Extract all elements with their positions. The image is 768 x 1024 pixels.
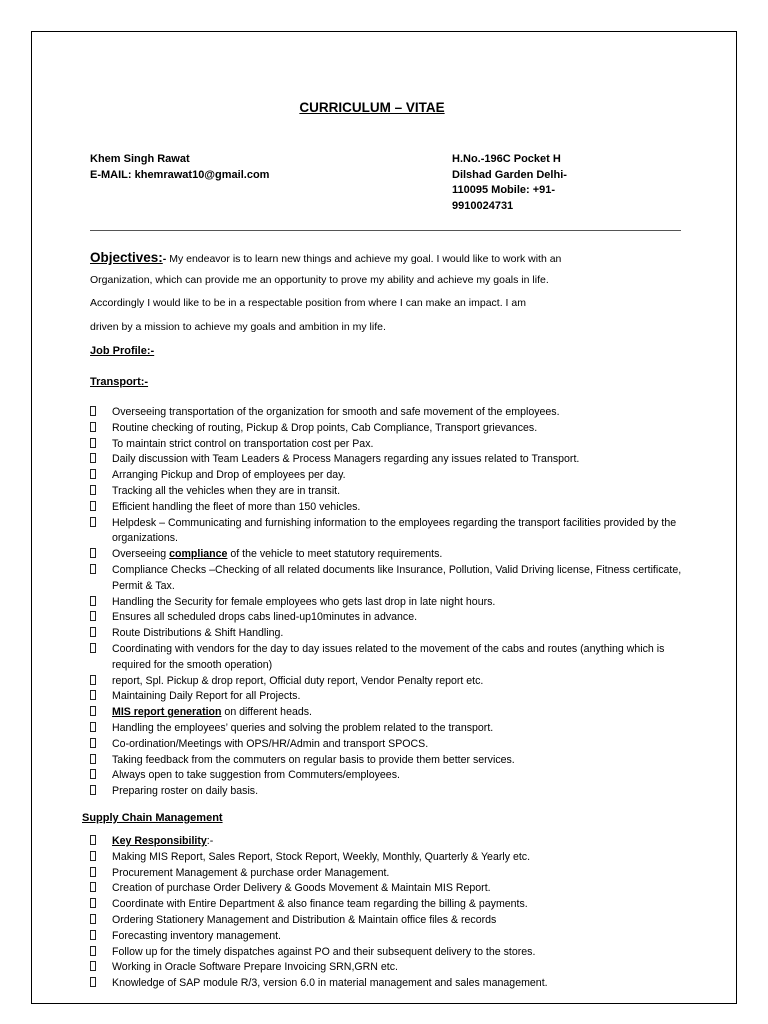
bullet-icon xyxy=(90,834,112,850)
list-item-text: Tracking all the vehicles when they are in transit. xyxy=(112,484,341,497)
document-title: CURRICULUM – VITAE xyxy=(299,100,445,115)
list-item-text: Ordering Stationery Management and Distribution & Maintain office files & records xyxy=(112,913,497,926)
bullet-icon xyxy=(90,866,112,882)
objective-line: Objectives:- My endeavor is to learn new things and achieve my goal. I would like to work with an xyxy=(90,250,562,265)
bullet-icon xyxy=(90,516,112,548)
list-item xyxy=(90,881,690,897)
list-item-text: Helpdesk – Communicating and furnishing information to the employees regarding the transport facilities provided by the organizations. xyxy=(112,516,677,545)
emphasis: Key Responsibility xyxy=(112,835,207,847)
supply-chain-list xyxy=(90,834,690,992)
list-item-text: Knowledge of SAP module R/3, version 6.0 in material management and sales management. xyxy=(112,977,548,990)
list-item xyxy=(90,642,690,674)
list-item-text: Route Distributions & Shift Handling. xyxy=(112,627,284,640)
list-item-text: Forecasting inventory management. xyxy=(112,929,281,942)
resume-page xyxy=(31,31,737,1004)
objective-line: driven by a mission to achieve my goals and ambition in my life. xyxy=(90,320,386,333)
bullet-icon xyxy=(90,913,112,929)
list-item-text: Compliance Checks –Checking of all related documents like Insurance, Pollution, Valid Driving license, Fitness certificate, Permit & Tax. xyxy=(112,563,682,592)
list-item-text: Always open to take suggestion from Commuters/employees. xyxy=(112,769,400,782)
list-item xyxy=(90,421,690,437)
list-item xyxy=(90,850,690,866)
list-item-text: Follow up for the timely dispatches against PO and their subsequent delivery to the stores. xyxy=(112,945,536,958)
list-item-text: MIS report generation on different heads. xyxy=(112,706,312,719)
list-item xyxy=(90,484,690,500)
list-item-text: Daily discussion with Team Leaders & Process Managers regarding any issues related to Transport. xyxy=(112,453,580,466)
list-item xyxy=(90,945,690,961)
list-item xyxy=(90,705,690,721)
bullet-icon xyxy=(90,721,112,737)
list-item-text: Key Responsibility:- xyxy=(112,835,214,847)
list-item xyxy=(90,689,690,705)
address-block xyxy=(452,152,576,214)
bullet-icon xyxy=(90,595,112,611)
supply-chain-heading: Supply Chain Management xyxy=(82,812,223,824)
list-item-text: Co-ordination/Meetings with OPS/HR/Admin and transport SPOCS. xyxy=(112,737,429,750)
address-line: Dilshad Garden Delhi- xyxy=(452,168,567,181)
list-item xyxy=(90,437,690,453)
list-item-text: Efficient handling the fleet of more than 150 vehicles. xyxy=(112,500,361,513)
email: E-MAIL: khemrawat10@gmail.com xyxy=(90,168,270,181)
bullet-icon xyxy=(90,737,112,753)
list-item xyxy=(90,960,690,976)
bullet-icon xyxy=(90,405,112,421)
bullet-icon xyxy=(90,689,112,705)
list-item xyxy=(90,834,690,850)
list-item xyxy=(90,753,690,769)
bullet-icon xyxy=(90,610,112,626)
bullet-icon xyxy=(90,437,112,453)
bullet-icon xyxy=(90,897,112,913)
list-item-text: Routine checking of routing, Pickup & Drop points, Cab Compliance, Transport grievances. xyxy=(112,421,538,434)
list-item xyxy=(90,468,690,484)
address-line: 110095 Mobile: +91- xyxy=(452,184,556,196)
objective-line: Organization, which can provide me an opportunity to prove my ability and achieve my goals in life. xyxy=(90,274,549,287)
list-item-text: Creation of purchase Order Delivery & Goods Movement & Maintain MIS Report. xyxy=(112,882,491,895)
list-item xyxy=(90,913,690,929)
list-item xyxy=(90,563,690,595)
list-item xyxy=(90,768,690,784)
list-item xyxy=(90,866,690,882)
objective-section xyxy=(90,246,690,339)
list-item xyxy=(90,626,690,642)
bullet-icon xyxy=(90,976,112,992)
bullet-icon xyxy=(90,421,112,437)
list-item-text: Handling the Security for female employees who gets last drop in late night hours. xyxy=(112,595,496,608)
bullet-icon xyxy=(90,452,112,468)
list-item-text: Taking feedback from the commuters on regular basis to provide them better services. xyxy=(112,753,515,766)
bullet-icon xyxy=(90,642,112,674)
list-item xyxy=(90,547,690,563)
bullet-icon xyxy=(90,484,112,500)
list-item-text: Making MIS Report, Sales Report, Stock Report, Weekly, Monthly, Quarterly & Yearly etc. xyxy=(112,850,531,863)
bullet-icon xyxy=(90,674,112,690)
list-item xyxy=(90,721,690,737)
list-item-text: Ensures all scheduled drops cabs lined-up10minutes in advance. xyxy=(112,611,418,624)
bullet-icon xyxy=(90,753,112,769)
list-item-text: Procurement Management & purchase order Management. xyxy=(112,866,390,879)
transport-list xyxy=(90,405,690,800)
address-line: 9910024731 xyxy=(452,199,514,212)
address-line: H.No.-196C Pocket H xyxy=(452,153,561,165)
list-item-text: Overseeing compliance of the vehicle to meet statutory requirements. xyxy=(112,548,443,561)
list-item xyxy=(90,516,690,548)
list-item xyxy=(90,784,690,800)
bullet-icon xyxy=(90,929,112,945)
bullet-icon xyxy=(90,500,112,516)
list-item xyxy=(90,500,690,516)
bullet-icon xyxy=(90,881,112,897)
bullet-icon xyxy=(90,945,112,961)
bullet-icon xyxy=(90,705,112,721)
list-item xyxy=(90,897,690,913)
list-item-text: Coordinate with Entire Department & also finance team regarding the billing & payments. xyxy=(112,898,528,911)
list-item xyxy=(90,929,690,945)
divider xyxy=(90,230,681,231)
list-item-text: Preparing roster on daily basis. xyxy=(112,785,259,798)
list-item xyxy=(90,737,690,753)
bullet-icon xyxy=(90,960,112,976)
bullet-icon xyxy=(90,784,112,800)
bullet-icon xyxy=(90,768,112,784)
list-item-text: Maintaining Daily Report for all Projects. xyxy=(112,690,301,703)
candidate-name: Khem Singh Rawat xyxy=(90,153,190,165)
bullet-icon xyxy=(90,468,112,484)
list-item xyxy=(90,452,690,468)
list-item-text: report, Spl. Pickup & drop report, Official duty report, Vendor Penalty report etc. xyxy=(112,674,484,687)
bullet-icon xyxy=(90,563,112,595)
objective-heading: Objectives: xyxy=(90,250,163,265)
contact-block xyxy=(90,152,269,183)
list-item-text: Handling the employees’ queries and solving the problem related to the transport. xyxy=(112,721,494,734)
list-item xyxy=(90,405,690,421)
list-item-text: To maintain strict control on transportation cost per Pax. xyxy=(112,437,374,450)
bullet-icon xyxy=(90,626,112,642)
list-item-text: Overseeing transportation of the organization for smooth and safe movement of the employees. xyxy=(112,406,560,418)
list-item xyxy=(90,976,690,992)
emphasis: MIS report generation xyxy=(112,706,222,719)
transport-heading: Transport:- xyxy=(90,376,149,388)
list-item xyxy=(90,674,690,690)
list-item xyxy=(90,595,690,611)
bullet-icon xyxy=(90,850,112,866)
list-item xyxy=(90,610,690,626)
objective-line: Accordingly I would like to be in a respectable position from where I can make an impact. I am xyxy=(90,297,526,310)
emphasis: compliance xyxy=(169,548,228,561)
list-item-text: Coordinating with vendors for the day to day issues related to the movement of the cabs and routes (anything which is required for the smooth operation) xyxy=(112,642,665,671)
job-profile-heading: Job Profile:- xyxy=(90,345,155,357)
bullet-icon xyxy=(90,547,112,563)
list-item-text: Working in Oracle Software Prepare Invoicing SRN,GRN etc. xyxy=(112,961,398,974)
list-item-text: Arranging Pickup and Drop of employees per day. xyxy=(112,469,346,482)
